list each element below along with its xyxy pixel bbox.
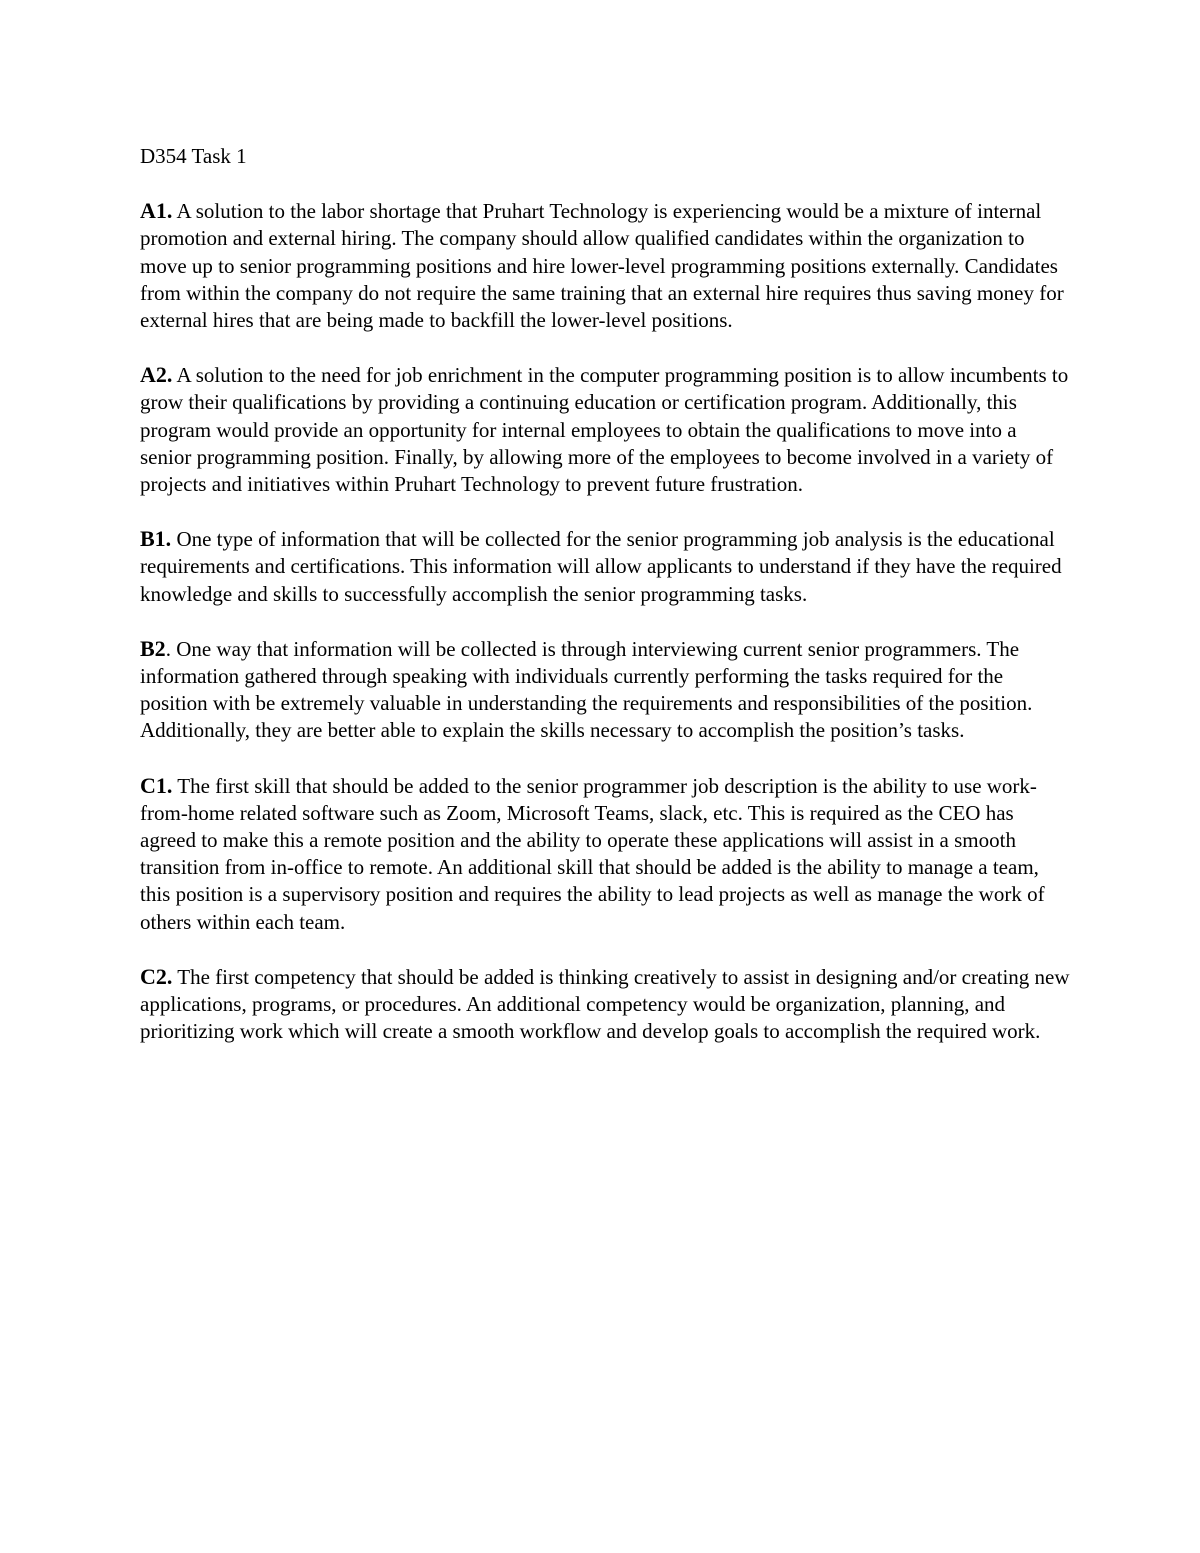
section-b1 [140, 525, 1070, 608]
section-label: B2 [140, 635, 166, 661]
section-label: C1. [140, 772, 173, 798]
section-text: The first competency that should be added is thinking creatively to assist in designing and/or creating new applications, programs, or procedures. An additional competency would be organization, planning, and prioritizing work which will create a smooth workflow and develop goals to accomplish the required work. [140, 964, 1070, 1044]
section-b2 [140, 635, 1070, 745]
section-a1 [140, 197, 1070, 334]
document-body [140, 143, 1070, 1072]
section-label: A2. [140, 362, 173, 388]
section-text: . One way that information will be collected is through interviewing current senior programmers. The information gathered through speaking with individuals currently performing the tasks required for the position with be extremely valuable in understanding the requirements and responsibilities of the position. Additionally, they are better able to explain the skills necessary to accomplish the position’s tasks. [140, 636, 1033, 743]
section-text: A solution to the labor shortage that Pruhart Technology is experiencing would be a mixture of internal promotion and external hiring. The company should allow qualified candidates within the organization to move up to senior programming positions and hire lower-level programming positions externally. Candidates from within the company do not require the same training that an external hire requires thus saving money for external hires that are being made to backfill the lower-level positions. [140, 199, 1064, 333]
section-c1 [140, 772, 1070, 936]
section-text: The first skill that should be added to the senior programmer job description is the ability to use work-from-home related software such as Zoom, Microsoft Teams, slack, etc. This is required as the CEO has agreed to make this a remote position and the ability to operate these applications will assist in a smooth transition from in-office to remote. An additional skill that should be added is the ability to manage a team, this position is a supervisory position and requires the ability to lead projects as well as manage the work of others within each team. [140, 773, 1045, 934]
section-text: A solution to the need for job enrichment in the computer programming position is to allow incumbents to grow their qualifications by providing a continuing education or certification program. Additionally, this program would provide an opportunity for internal employees to obtain the qualifications to move into a senior programming position. Finally, by allowing more of the employees to become involved in a variety of projects and initiatives within Pruhart Technology to prevent future frustration. [140, 363, 1069, 497]
section-label: B1. [140, 526, 172, 552]
section-label: A1. [140, 198, 173, 224]
section-text: One type of information that will be collected for the senior programming job analysis is the educational requirements and certifications. This information will allow applicants to understand if they have the required knowledge and skills to successfully accomplish the senior programming tasks. [140, 527, 1062, 606]
section-a2 [140, 361, 1070, 498]
section-label: C2. [140, 963, 173, 989]
document-title: D354 Task 1 [140, 144, 247, 168]
section-c2 [140, 963, 1070, 1046]
